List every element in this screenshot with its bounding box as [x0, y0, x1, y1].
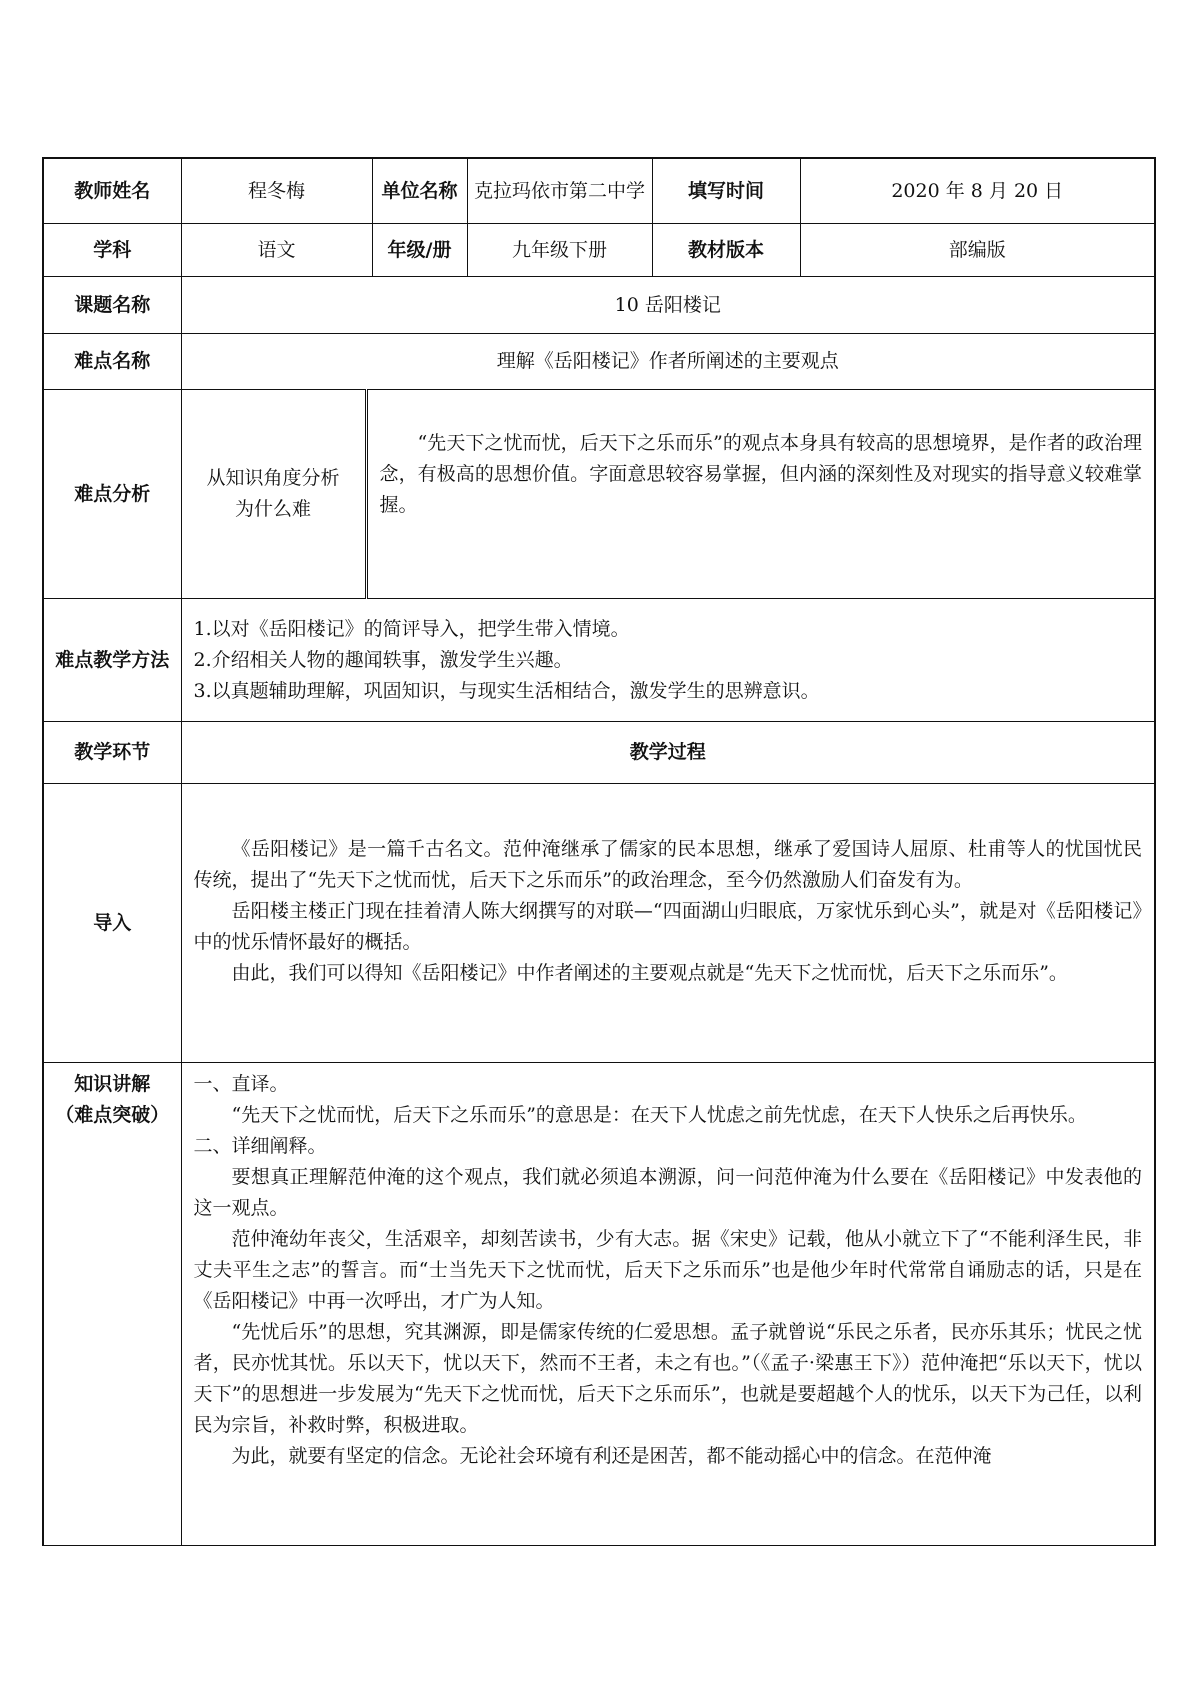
edition-label: 教材版本: [652, 224, 800, 277]
process-header-row: [43, 722, 1155, 784]
process-content-label: 教学过程: [181, 722, 1155, 784]
method-label: 难点教学方法: [43, 599, 181, 722]
knowledge-heading-2: 二、详细阐释。: [193, 1135, 327, 1157]
subject-label: 学科: [43, 224, 181, 277]
header-row: [43, 158, 1155, 224]
analysis-row: [43, 390, 1155, 599]
intro-paragraph-3: 由此，我们可以得知《岳阳楼记》中作者阐述的主要观点就是“先天下之忧而忧，后天下之乐而乐”。: [231, 961, 1068, 984]
teacher-name-value: 程冬梅: [181, 158, 372, 224]
subject-row: [43, 224, 1155, 277]
topic-row: [43, 277, 1155, 334]
knowledge-heading-1: 一、直译。: [193, 1073, 289, 1095]
topic-value: 10 岳阳楼记: [181, 277, 1155, 334]
edition-value: 部编版: [800, 224, 1155, 277]
method-row: [43, 599, 1155, 722]
knowledge-label-line1: 知识讲解: [74, 1073, 151, 1095]
method-list: [181, 599, 1155, 722]
analysis-text: “先天下之忧而忧，后天下之乐而乐”的观点本身具有较高的思想境界，是作者的政治理念，有极高的思想价值。字面意思较容易掌握，但内涵的深刻性及对现实的指导意义较难掌握。: [379, 431, 1143, 516]
knowledge-content: [181, 1063, 1155, 1546]
knowledge-label: [43, 1063, 181, 1546]
topic-label: 课题名称: [43, 277, 181, 334]
grade-value: 九年级下册: [467, 224, 652, 277]
difficulty-row: [43, 334, 1155, 390]
analysis-text-cell: [366, 390, 1155, 599]
intro-content: [181, 784, 1155, 1063]
intro-label: 导入: [43, 784, 181, 1063]
method-item-1: 1.以对《岳阳楼记》的简评导入，把学生带入情境。: [193, 617, 630, 640]
lesson-plan-table: [42, 157, 1156, 1546]
knowledge-paragraph-3: 范仲淹幼年丧父，生活艰辛，却刻苦读书，少有大志。据《宋史》记载，他从小就立下了“不能利泽生民，非丈夫平生之志”的誓言。而“士当先天下之忧而忧，后天下之乐而乐”也是他少年时代常常自诵励志的话，只是在《岳阳楼记》中再一次呼出，才广为人知。: [193, 1228, 1143, 1312]
unit-name-value: 克拉玛依市第二中学: [467, 158, 652, 224]
analysis-sub-label: 从知识角度分析为什么难: [181, 390, 366, 599]
fill-date-value: 2020 年 8 月 20 日: [800, 158, 1155, 224]
unit-name-label: 单位名称: [372, 158, 467, 224]
teacher-name-label: 教师姓名: [43, 158, 181, 224]
method-item-2: 2.介绍相关人物的趣闻轶事，激发学生兴趣。: [193, 648, 573, 671]
grade-label: 年级/册: [372, 224, 467, 277]
intro-paragraph-2: 岳阳楼主楼正门现在挂着清人陈大纲撰写的对联—“四面湖山归眼底，万家忧乐到心头”，就是对《岳阳楼记》中的忧乐情怀最好的概括。: [193, 899, 1143, 953]
knowledge-paragraph-1: “先天下之忧而忧，后天下之乐而乐”的意思是：在天下人忧虑之前先忧虑，在天下人快乐之后再快乐。: [231, 1104, 1087, 1126]
intro-paragraph-1: 《岳阳楼记》是一篇千古名文。范仲淹继承了儒家的民本思想，继承了爱国诗人屈原、杜甫等人的忧国忧民传统，提出了“先天下之忧而忧，后天下之乐而乐”的政治理念，至今仍然激励人们奋发有为。: [193, 837, 1143, 891]
difficulty-value: 理解《岳阳楼记》作者所阐述的主要观点: [181, 334, 1155, 390]
difficulty-label: 难点名称: [43, 334, 181, 390]
knowledge-paragraph-4: “先忧后乐”的思想，究其渊源，即是儒家传统的仁爱思想。孟子就曾说“乐民之乐者，民亦乐其乐；忧民之忧者，民亦忧其忧。乐以天下，忧以天下，然而不王者，未之有也。”（《孟子·梁惠王下》）范仲淹把“乐以天下，忧以天下”的思想进一步发展为“先天下之忧而忧，后天下之乐而乐”，也就是要超越个人的忧乐，以天下为己任，以利民为宗旨，补救时弊，积极进取。: [193, 1321, 1143, 1436]
knowledge-paragraph-5: 为此，就要有坚定的信念。无论社会环境有利还是困苦，都不能动摇心中的信念。在范仲淹: [231, 1445, 992, 1467]
knowledge-label-line2: （难点突破）: [55, 1104, 170, 1126]
knowledge-row: [43, 1063, 1155, 1546]
fill-date-label: 填写时间: [652, 158, 800, 224]
knowledge-paragraph-2: 要想真正理解范仲淹的这个观点，我们就必须追本溯源，问一问范仲淹为什么要在《岳阳楼记》中发表他的这一观点。: [193, 1166, 1143, 1219]
subject-value: 语文: [181, 224, 372, 277]
analysis-label: 难点分析: [43, 390, 181, 599]
method-item-3: 3.以真题辅助理解，巩固知识，与现实生活相结合，激发学生的思辨意识。: [193, 679, 820, 702]
intro-row: [43, 784, 1155, 1063]
process-step-label: 教学环节: [43, 722, 181, 784]
